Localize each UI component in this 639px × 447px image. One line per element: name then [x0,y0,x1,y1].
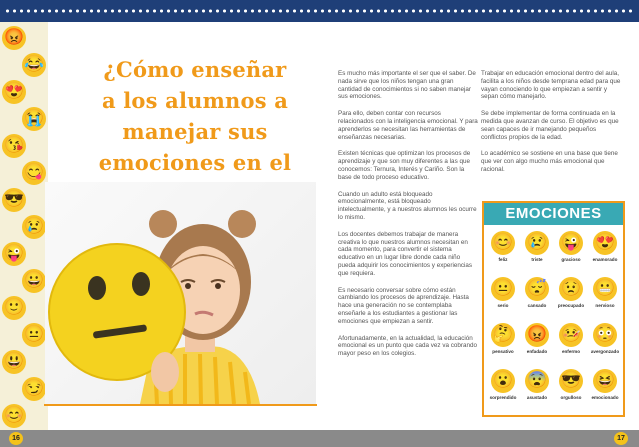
emotion-label: gracioso [561,257,581,262]
decorative-emoji-icon: 😊 [2,404,26,428]
enfermo-emoji-icon: 🤒 [559,323,583,347]
text-column-1 [338,70,478,367]
asustado-emoji-icon: 😨 [525,369,549,393]
decorative-emoji-icon: 😭 [22,107,46,131]
decorative-emoji-icon: 😢 [22,215,46,239]
enfadado-emoji-icon: 😡 [525,323,549,347]
gracioso-emoji-icon: 😜 [559,231,583,255]
serio-emoji-icon: 😐 [491,277,515,301]
emotion-label: pensativo [492,349,514,354]
emotion-item-pensativo [486,323,520,369]
emotion-label: enfermo [561,349,581,354]
emocionado-emoji-icon: 😆 [593,369,617,393]
girl-with-emoji-photo [45,182,316,404]
emotion-item-avergonzado [588,323,622,369]
emociones-chart [482,201,625,417]
col1-paragraph: Afortunadamente, en la actualidad, la educación emocional es un punto que cada vez va cobrando mayor peso en los colegios. [338,334,477,358]
col1-paragraph: Los docentes debemos trabajar de manera creativa lo que nuestros alumnos necesitan en cada momento, para convertir el sistema educativo en un lugar libre donde cada niño pueda adquirir los conocimientos y experiencias que requiera. [338,230,473,277]
emotion-label: asustado [526,395,548,400]
emotion-label: enamorado [592,257,618,262]
emotion-item-emocionado [588,369,622,415]
nervioso-emoji-icon: 😬 [593,277,617,301]
page-number-left: 16 [9,432,23,445]
photo-border-line [44,404,317,406]
emotion-item-asustado [520,369,554,415]
cansado-emoji-icon: 😴 [525,277,549,301]
col1-paragraph: Cuando un adulto está bloqueado emocionalmente, está bloqueado intelectualmente, y a nuestros alumnos les ocurre lo mismo. [338,190,477,221]
emotion-label: feliz [498,257,508,262]
avergonzado-emoji-icon: 😳 [593,323,617,347]
emotion-label: sorprendido [489,395,517,400]
top-band [0,0,639,22]
col2-paragraph: Se debe implementar de forma continuada en la medida que avanzan de curso. El objetivo es que sean capaces de ir manejando pequeños conflictos propios de la edad. [481,110,619,141]
decorative-emoji-icon: 😍 [2,80,26,104]
title-line-4: emociones en el [98,150,292,175]
col2-paragraph: Lo académico se sostiene en una base que tiene que ver con algo mucho más emocional que racional. [481,150,618,173]
decorative-emoji-icon: 😘 [2,134,26,158]
decorative-emoji-icon: 😐 [22,323,46,347]
emotion-item-enamorado [588,231,622,277]
title-line-1: ¿Cómo enseñar [103,57,287,82]
enamorado-emoji-icon: 😍 [593,231,617,255]
photo-illustration [45,182,316,404]
emotion-item-cansado [520,277,554,323]
emotion-item-serio [486,277,520,323]
emotion-item-enfadado [520,323,554,369]
emotion-label: avergonzado [590,349,620,354]
emotion-label: emocionado [591,395,619,400]
text-column-2 [481,70,623,183]
title-line-2: a los alumnos a [101,88,289,113]
emociones-header: EMOCIONES [484,203,623,225]
decorative-emoji-icon: 😎 [2,188,26,212]
col1-paragraph: Es necesario conversar sobre cómo están cambiando los procesos de aprendizaje. Hasta hace una generación no se contemplaba enseñarle a los estudiantes a gestionar las emociones que empiezan a sentir. [338,286,469,325]
decorative-emoji-icon: 😋 [22,161,46,185]
decorative-emoji-icon: 😃 [2,350,26,374]
preocupado-emoji-icon: 😟 [559,277,583,301]
emotion-item-orgulloso [554,369,588,415]
pensativo-emoji-icon: 🤔 [491,323,515,347]
emotion-item-sorprendido [486,369,520,415]
emotion-item-nervioso [588,277,622,323]
emotion-label: orgulloso [560,395,582,400]
col1-paragraph: Existen técnicas que optimizan los procesos de aprendizaje y que son muy diferentes a las que conocemos: Ternura, Interés y Cariño. Son la base de todo proceso educativo. [338,150,471,181]
emotion-item-feliz [486,231,520,277]
emotion-label: enfadado [526,349,548,354]
feliz-emoji-icon: 😊 [491,231,515,255]
emotion-item-enfermo [554,323,588,369]
emotion-label: triste [531,257,543,262]
page-number-right: 17 [614,432,628,445]
emotion-item-preocupado [554,277,588,323]
decorative-emoji-icon: 😂 [22,53,46,77]
bottom-bar [0,430,639,447]
emotion-item-triste [520,231,554,277]
decorative-emoji-icon: 😜 [2,242,26,266]
emoji-strip [0,22,48,430]
col1-paragraph: Para ello, deben contar con recursos relacionados con la inteligencia emocional. Y para aprenderlos se necesitan las herramientas de enseñanzas necesarias. [338,110,478,141]
title-line-3: manejar sus [122,119,268,144]
col2-paragraph: Trabajar en educación emocional dentro del aula, facilita a los niños desde temprana edad para que vayan conociendo lo que empiezan a sentir y sepan cómo manejarlo. [481,70,621,101]
emotion-label: cansado [527,303,547,308]
orgulloso-emoji-icon: 😎 [559,369,583,393]
emotion-label: nervioso [595,303,615,308]
top-band-dots [4,9,635,13]
decorative-emoji-icon: 😀 [22,269,46,293]
decorative-emoji-icon: 🙂 [2,296,26,320]
decorative-emoji-icon: 😏 [22,377,46,401]
emotion-label: preocupado [557,303,585,308]
triste-emoji-icon: 😢 [525,231,549,255]
emotion-item-gracioso [554,231,588,277]
emotion-label: serio [497,303,509,308]
sorprendido-emoji-icon: 😮 [491,369,515,393]
decorative-emoji-icon: 😡 [2,26,26,50]
col1-paragraph: Es mucho más importante el ser que el saber. De nada sirve que los niños tengan una gran cantidad de conocimientos si no saben manejar sus emociones. [338,70,476,101]
